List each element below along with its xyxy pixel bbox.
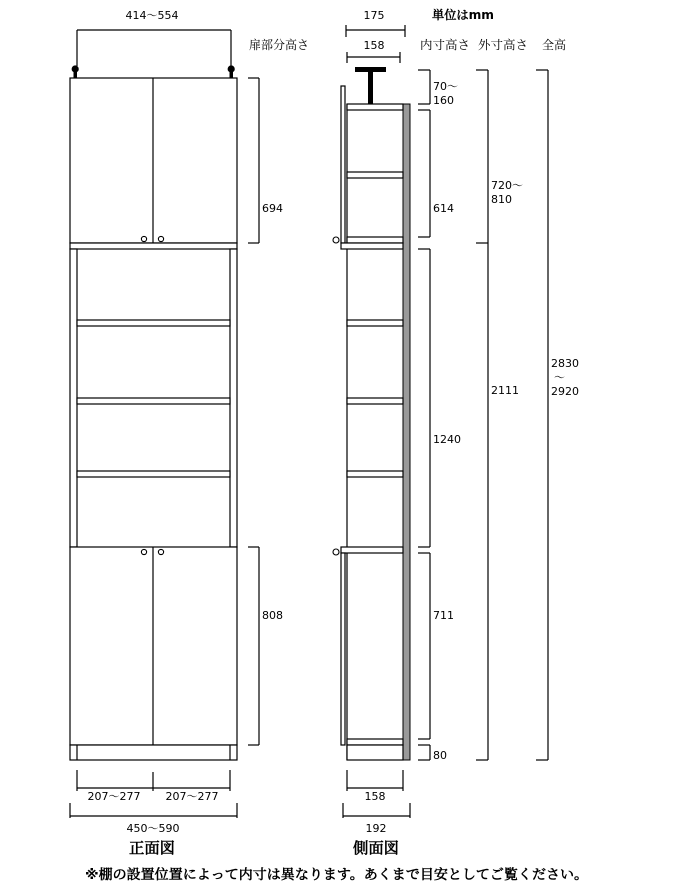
left-side-panel	[70, 249, 77, 547]
footnote: ※棚の設置位置によって内寸は異なります。あくまで目安としてご覧ください。	[85, 867, 570, 883]
side-view-title: 側面図	[353, 839, 399, 857]
middle-inner-height-label: 1240	[433, 433, 461, 446]
shelf	[77, 320, 230, 326]
top-outer-depth-label: 175	[363, 9, 385, 22]
rod-cap	[228, 65, 235, 72]
upper-door-knob	[333, 237, 339, 243]
lower-door-knob	[333, 549, 339, 555]
shelf	[77, 398, 230, 404]
lower-top-board	[341, 547, 403, 553]
lower-bottom-board	[347, 739, 403, 745]
lower-inner-height-label: 711	[433, 609, 454, 622]
upper-door-edge	[341, 86, 345, 243]
right-door-width-label: 207～277	[165, 790, 219, 803]
lower-door-height-label: 808	[262, 609, 283, 622]
lower-right-door-knob	[158, 549, 163, 554]
upper-inner-height-label: 614	[433, 202, 454, 215]
overall-depth-label: 192	[365, 822, 387, 835]
left-door-width-label: 207～277	[87, 790, 141, 803]
lower-left-door-knob	[141, 549, 146, 554]
total-height-label-max: 2920	[551, 385, 579, 398]
rod-stem	[368, 72, 373, 104]
plinth	[70, 745, 237, 760]
total-height-label-tilde: ～	[554, 371, 565, 384]
top-inner-depth-label: 158	[363, 39, 385, 52]
header-total-height: 全高	[542, 38, 567, 52]
plinth-height-label: 80	[433, 749, 447, 762]
shelf	[347, 398, 403, 404]
top-gap-label-line1: 70～	[433, 80, 458, 93]
overall-width-label: 450～590	[126, 822, 180, 835]
shelf	[347, 320, 403, 326]
unit-note: 単位はmm	[432, 8, 494, 22]
front-view-title: 正面図	[129, 839, 175, 857]
top-gap-label-line2: 160	[433, 94, 454, 107]
rod-top-plate	[355, 67, 386, 72]
total-height-label-min: 2830	[551, 357, 579, 370]
top-board	[347, 104, 403, 110]
bottom-inner-depth-label: 158	[364, 790, 386, 803]
lower-outer-height-label: 2111	[491, 384, 519, 397]
right-side-panel	[230, 249, 237, 547]
lower-door-edge	[341, 553, 345, 745]
back-panel	[403, 104, 410, 760]
header-door-height: 扉部分高さ	[249, 38, 310, 52]
shelf	[347, 471, 403, 477]
header-outer-height: 外寸高さ	[478, 38, 527, 52]
upper-bottom-board	[347, 237, 403, 243]
upper-bottom-board	[70, 243, 237, 249]
shelf	[347, 172, 403, 178]
middle-divider-board	[341, 243, 403, 249]
upper-door-height-label: 694	[262, 202, 283, 215]
upper-outer-height-label-line1: 720～	[491, 179, 523, 192]
shelf	[77, 471, 230, 477]
upper-right-door-knob	[158, 236, 163, 241]
top-width-label: 414～554	[125, 9, 179, 22]
plinth	[347, 745, 403, 760]
header-inner-height: 内寸高さ	[420, 38, 469, 52]
upper-left-door-knob	[141, 236, 146, 241]
rod-cap	[72, 65, 79, 72]
upper-outer-height-label-line2: 810	[491, 193, 512, 206]
